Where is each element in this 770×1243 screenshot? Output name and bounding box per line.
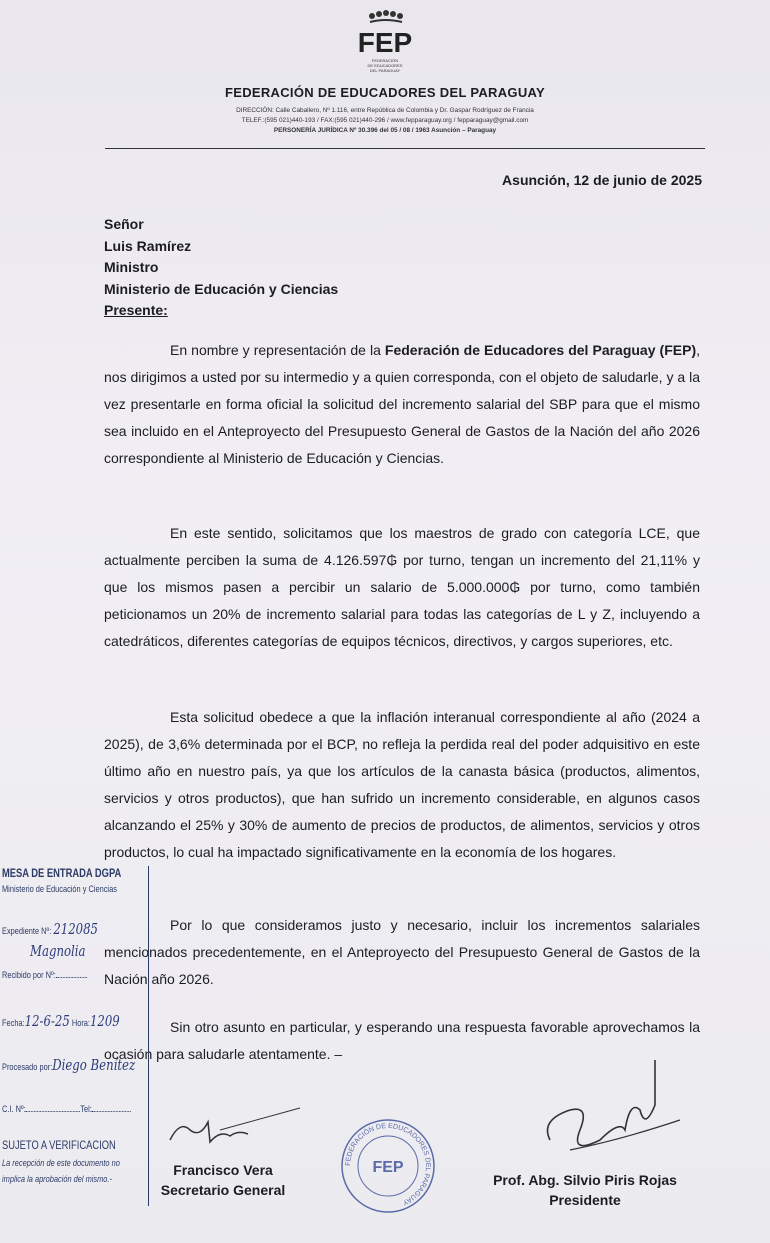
header-divider	[105, 148, 705, 149]
stamp-title: MESA DE ENTRADA DGPA	[2, 866, 122, 880]
right-signer-role: Presidente	[549, 1192, 621, 1208]
paragraph-3: Esta solicitud obedece a que la inflación interanual correspondiente al año (2024 a 2025), de 3,6% determinada por el BCP, no refleja la perdida real del poder adquisitivo en este último año en nuestro país, ya que los artículos de la canasta básica (productos, alimentos, servicios y otros productos), que han sufrido un incremento considerable, en algunos casos alcanzando el 25% y 30% de aumento de precios de productos, de alimentos, servicios y otros productos, lo cual ha impactado significativamente en la economía de los hogares.	[104, 709, 700, 860]
paragraph-2: En este sentido, solicitamos que los maestros de grado con categoría LCE, que actualmente perciben la suma de 4.126.597₲ por turno, tengan un incremento del 21,11% y que los mismos pasen a percibir un salario de 5.000.000₲ por turno, como también peticionamos un 20% de incremento salarial para todas las categorías de L y Z, incluyendo a catedráticos, diferentes categorías de equipos técnicos, directivos, y cargos superiores, etc.	[104, 525, 700, 649]
org-contact: TELEF.:(595 021)440-193 / FAX:(595 021)440-296 / www.fepparaguay.org / fepparaguay@gmail.com	[241, 117, 529, 124]
svg-text:FEDERACIÓN: FEDERACIÓN	[371, 58, 399, 63]
stamp-expediente: Expediente Nº: 212085	[2, 920, 98, 938]
stamp-recibido: Recibido por Nº:	[2, 970, 87, 981]
signature-right-icon	[530, 1060, 700, 1170]
paragraph-1: En nombre y representación de la Federación de Educadores del Paraguay (FEP), nos dirigimos a usted por su intermedio y a quien corresponda, con el objeto de saludarle, y a la vez presentarle en forma oficial la solicitud del incremento salarial del SBP para que el mismo sea incluido en el Anteproyecto del Presupuesto General de Gastos de la Nación del año 2026 correspondiente al Ministerio de Educación y Ciencias.	[104, 342, 700, 466]
org-address: DIRECCIÓN: Calle Caballero, Nº 1.116, entre República de Colombia y Dr. Gaspar Rodríguez de Francia	[236, 107, 534, 114]
svg-text:DEL PARAGUAY: DEL PARAGUAY	[369, 68, 401, 73]
letterhead	[0, 10, 770, 136]
org-legal: PERSONERÍA JURÍDICA Nº 30.396 del 05 / 08 / 1963 Asunción – Paraguay	[273, 127, 497, 134]
left-signer-name: Francisco Vera	[173, 1162, 273, 1178]
svg-text:FEDERACIÓN DE EDUCADORES DEL P: FEDERACIÓN DE EDUCADORES DEL PARAGUAY	[344, 1122, 432, 1206]
recipient-title: Ministro	[104, 259, 159, 275]
org-name: FEDERACIÓN DE EDUCADORES DEL PARAGUAY	[224, 85, 545, 100]
recipient-name: Luis Ramírez	[104, 237, 192, 254]
recipient-org: Ministerio de Educación y Ciencias	[104, 280, 339, 297]
recipient-block	[104, 214, 338, 322]
letter-date: Asunción, 12 de junio de 2025	[502, 172, 702, 188]
svg-text:FEP: FEP	[372, 1159, 404, 1176]
recipient-presente: Presente:	[104, 302, 168, 318]
paragraph-5: Sin otro asunto en particular, y esperando una respuesta favorable aprovechamos la ocasión para saludarle atentamente. –	[104, 1019, 700, 1062]
expediente-value: 212085	[53, 920, 98, 938]
paragraph-4: Por lo que consideramos justo y necesario, incluir los incrementos salariales mencionados precedentemente, en el Anteproyecto del Presupuesto General de Gastos de la Nación año 2026.	[104, 917, 700, 987]
signature-left-icon	[160, 1100, 310, 1160]
reception-stamp	[0, 866, 149, 1206]
stamp-verif-line2: implica la aprobación del mismo.-	[2, 1174, 112, 1185]
stamp-subtitle: Ministerio de Educación y Ciencias	[2, 884, 117, 895]
stamp-procesado: Procesado por:Diego Benítez	[2, 1056, 136, 1074]
recipient-salutation: Señor	[104, 216, 144, 232]
right-signer-name: Prof. Abg. Silvio Piris Rojas	[493, 1172, 677, 1188]
stamp-fecha: Fecha:12-6-25 Hora:1209	[2, 1012, 120, 1030]
svg-text:DE EDUCADORES: DE EDUCADORES	[367, 63, 403, 68]
left-signer-role: Secretario General	[160, 1182, 286, 1198]
signature-right	[470, 1170, 700, 1210]
stamp-verif-line1: La recepción de este documento no	[2, 1158, 120, 1169]
svg-text:FEP: FEP	[357, 27, 413, 58]
fep-seal	[340, 1118, 436, 1214]
stamp-verif-title: SUJETO A VERIFICACION	[2, 1138, 116, 1152]
stamp-ci: C.I. Nº: Tel:	[2, 1104, 131, 1115]
signature-left	[148, 1160, 298, 1200]
fep-logo	[348, 10, 422, 76]
stamp-recibido-value: Magnolia	[30, 942, 86, 960]
